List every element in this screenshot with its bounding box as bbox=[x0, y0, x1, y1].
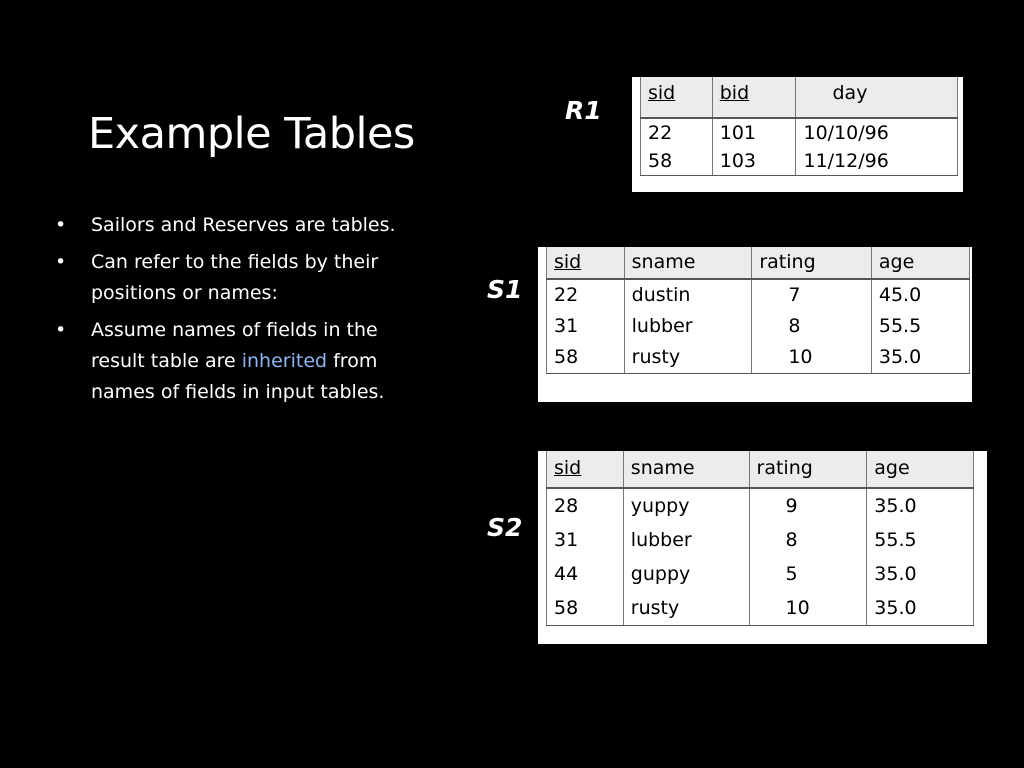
table-row bbox=[547, 342, 970, 374]
table-cell: 44 bbox=[547, 557, 624, 591]
table-row bbox=[547, 311, 970, 342]
column-header-sname: sname bbox=[623, 451, 749, 488]
bullet-icon: • bbox=[55, 319, 67, 341]
table-row bbox=[547, 488, 974, 523]
table-cell: 10/10/96 bbox=[796, 118, 958, 147]
table-row bbox=[547, 591, 974, 626]
table-cell: 58 bbox=[547, 591, 624, 626]
column-header-age: age bbox=[867, 451, 974, 488]
table-cell: yuppy bbox=[623, 488, 749, 523]
table-panel-s1 bbox=[538, 247, 972, 402]
table-cell: 8 bbox=[752, 311, 872, 342]
bullet-icon: • bbox=[55, 214, 67, 236]
table-cell: 5 bbox=[749, 557, 867, 591]
column-header-age: age bbox=[871, 247, 969, 279]
table-cell: 55.5 bbox=[871, 311, 969, 342]
table-r1 bbox=[640, 77, 958, 176]
table-panel-s2 bbox=[538, 451, 987, 644]
column-header-day: day bbox=[796, 77, 958, 118]
table-cell: 10 bbox=[749, 591, 867, 626]
bullet-item bbox=[55, 315, 435, 408]
table-row bbox=[641, 118, 958, 147]
column-header-sname: sname bbox=[624, 247, 752, 279]
table-cell: 9 bbox=[749, 488, 867, 523]
column-header-bid: bid bbox=[712, 77, 796, 118]
column-header-rating: rating bbox=[749, 451, 867, 488]
bullet-list bbox=[55, 210, 435, 414]
table-cell: 22 bbox=[547, 279, 625, 311]
table-cell: 103 bbox=[712, 147, 796, 176]
table-cell: 10 bbox=[752, 342, 872, 374]
table-header-row bbox=[641, 77, 958, 118]
table-header-row bbox=[547, 247, 970, 279]
table-cell: lubber bbox=[624, 311, 752, 342]
bullet-icon: • bbox=[55, 251, 67, 273]
table-label-s1: S1 bbox=[487, 275, 523, 304]
table-row bbox=[641, 147, 958, 176]
table-cell: 28 bbox=[547, 488, 624, 523]
table-panel-r1 bbox=[632, 77, 963, 192]
table-cell: 58 bbox=[641, 147, 713, 176]
bullet-item bbox=[55, 210, 435, 241]
table-cell: 35.0 bbox=[871, 342, 969, 374]
table-row bbox=[547, 523, 974, 557]
slide-title: Example Tables bbox=[88, 109, 415, 159]
table-header-row bbox=[547, 451, 974, 488]
bullet-text: Sailors and Reserves are tables. bbox=[91, 214, 396, 236]
table-cell: 101 bbox=[712, 118, 796, 147]
table-cell: 55.5 bbox=[867, 523, 974, 557]
bullet-item bbox=[55, 247, 435, 309]
table-cell: 35.0 bbox=[867, 591, 974, 626]
table-s1 bbox=[546, 247, 970, 374]
table-cell: 31 bbox=[547, 523, 624, 557]
table-cell: dustin bbox=[624, 279, 752, 311]
table-label-r1: R1 bbox=[565, 96, 602, 125]
table-cell: 8 bbox=[749, 523, 867, 557]
table-cell: 35.0 bbox=[867, 488, 974, 523]
table-cell: 11/12/96 bbox=[796, 147, 958, 176]
table-cell: 45.0 bbox=[871, 279, 969, 311]
table-cell: 7 bbox=[752, 279, 872, 311]
table-cell: 31 bbox=[547, 311, 625, 342]
table-cell: lubber bbox=[623, 523, 749, 557]
bullet-text: Can refer to the fields by their positions or names: bbox=[91, 251, 379, 304]
table-cell: guppy bbox=[623, 557, 749, 591]
column-header-sid: sid bbox=[547, 247, 625, 279]
table-cell: rusty bbox=[624, 342, 752, 374]
table-cell: 58 bbox=[547, 342, 625, 374]
table-row bbox=[547, 279, 970, 311]
bullet-text-before: Assume names of fields in the result table are bbox=[91, 319, 378, 372]
column-header-sid: sid bbox=[641, 77, 713, 118]
bullet-text-after: from names of fields in input tables. bbox=[91, 350, 385, 403]
table-label-s2: S2 bbox=[487, 513, 523, 542]
table-row bbox=[547, 557, 974, 591]
table-cell: 22 bbox=[641, 118, 713, 147]
table-s2 bbox=[546, 451, 974, 626]
table-cell: 35.0 bbox=[867, 557, 974, 591]
bullet-highlight-inherited: inherited bbox=[241, 350, 328, 372]
table-cell: rusty bbox=[623, 591, 749, 626]
column-header-rating: rating bbox=[752, 247, 872, 279]
column-header-sid: sid bbox=[547, 451, 624, 488]
